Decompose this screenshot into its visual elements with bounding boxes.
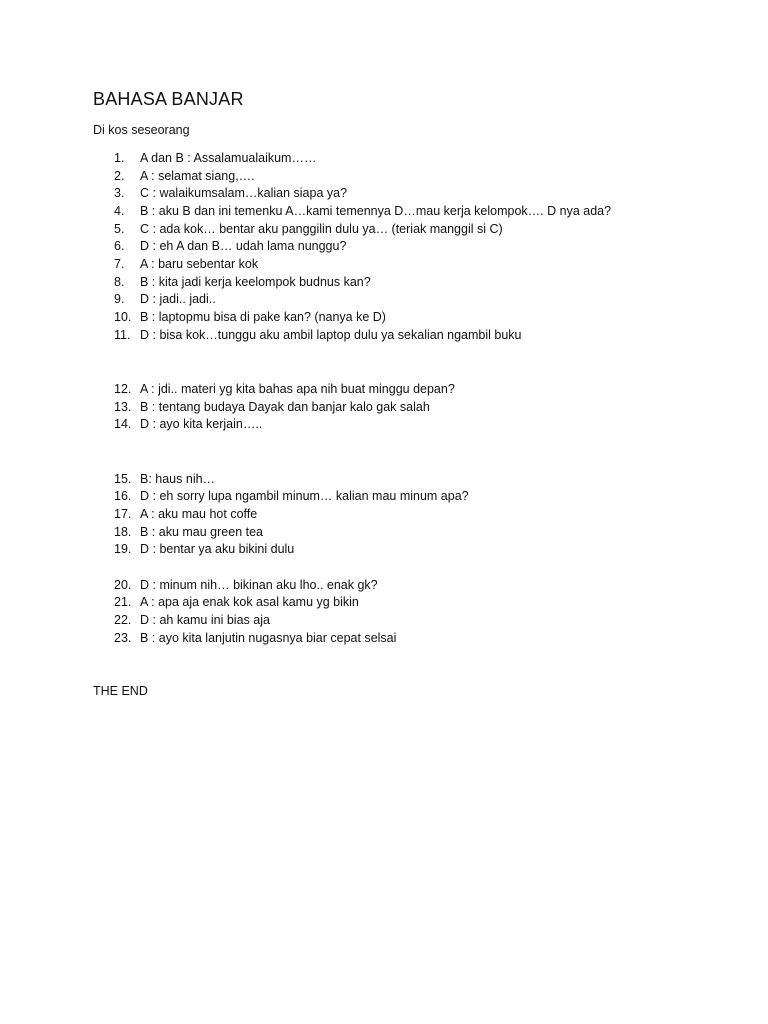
item-text: B: haus nih… [140, 472, 216, 486]
item-number: 4. [114, 204, 125, 218]
item-number: 14. [114, 417, 132, 431]
item-number: 13. [114, 400, 132, 414]
item-number: 22. [114, 613, 132, 627]
item-number: 15. [114, 472, 132, 486]
item-text: A : jdi.. materi yg kita bahas apa nih buat minggu depan? [140, 382, 455, 396]
item-text: A : aku mau hot coffe [140, 507, 258, 521]
item-text: D : eh A dan B… udah lama nunggu? [140, 239, 347, 253]
item-text: B : tentang budaya Dayak dan banjar kalo gak salah [140, 400, 430, 414]
document-footer: THE END [93, 684, 148, 698]
item-text: D : minum nih… bikinan aku lho.. enak gk? [140, 578, 378, 592]
item-number: 11. [114, 328, 131, 342]
item-text: B : aku B dan ini temenku A…kami temennya D…mau kerja kelompok…. D nya ada? [140, 204, 612, 218]
item-number: 5. [114, 222, 125, 236]
document-title: BAHASA BANJAR [93, 89, 244, 109]
item-number: 10. [114, 310, 132, 324]
item-number: 8. [114, 275, 125, 289]
item-number: 12. [114, 382, 132, 396]
item-number: 6. [114, 239, 125, 253]
item-text: A dan B : Assalamualaikum…… [140, 151, 317, 165]
item-number: 21. [114, 595, 132, 609]
item-number: 17. [114, 507, 132, 521]
item-text: C : ada kok… bentar aku panggilin dulu ya… (teriak manggil si C) [140, 222, 503, 236]
item-text: D : bentar ya aku bikini dulu [140, 542, 295, 556]
item-text: A : baru sebentar kok [140, 257, 259, 271]
item-number: 19. [114, 542, 132, 556]
item-text: B : ayo kita lanjutin nugasnya biar cepat selsai [140, 631, 397, 645]
item-text: D : bisa kok…tunggu aku ambil laptop dulu ya sekalian ngambil buku [140, 328, 522, 342]
item-text: B : aku mau green tea [140, 525, 263, 539]
item-number: 23. [114, 631, 132, 645]
item-number: 7. [114, 257, 125, 271]
item-number: 9. [114, 292, 125, 306]
item-number: 2. [114, 169, 125, 183]
item-number: 3. [114, 186, 125, 200]
item-text: B : kita jadi kerja keelompok budnus kan? [140, 275, 371, 289]
item-text: A : apa aja enak kok asal kamu yg bikin [140, 595, 359, 609]
document-subtitle: Di kos seseorang [93, 123, 190, 137]
item-number: 16. [114, 489, 132, 503]
item-number: 20. [114, 578, 132, 592]
item-text: A : selamat siang,…. [140, 169, 255, 183]
item-text: D : ayo kita kerjain….. [140, 417, 263, 431]
item-number: 1. [114, 151, 125, 165]
item-text: D : eh sorry lupa ngambil minum… kalian mau minum apa? [140, 489, 469, 503]
item-number: 18. [114, 525, 132, 539]
item-text: B : laptopmu bisa di pake kan? (nanya ke D) [140, 310, 386, 324]
item-text: D : ah kamu ini bias aja [140, 613, 270, 627]
item-text: C : walaikumsalam…kalian siapa ya? [140, 186, 348, 200]
item-text: D : jadi.. jadi.. [140, 292, 216, 306]
